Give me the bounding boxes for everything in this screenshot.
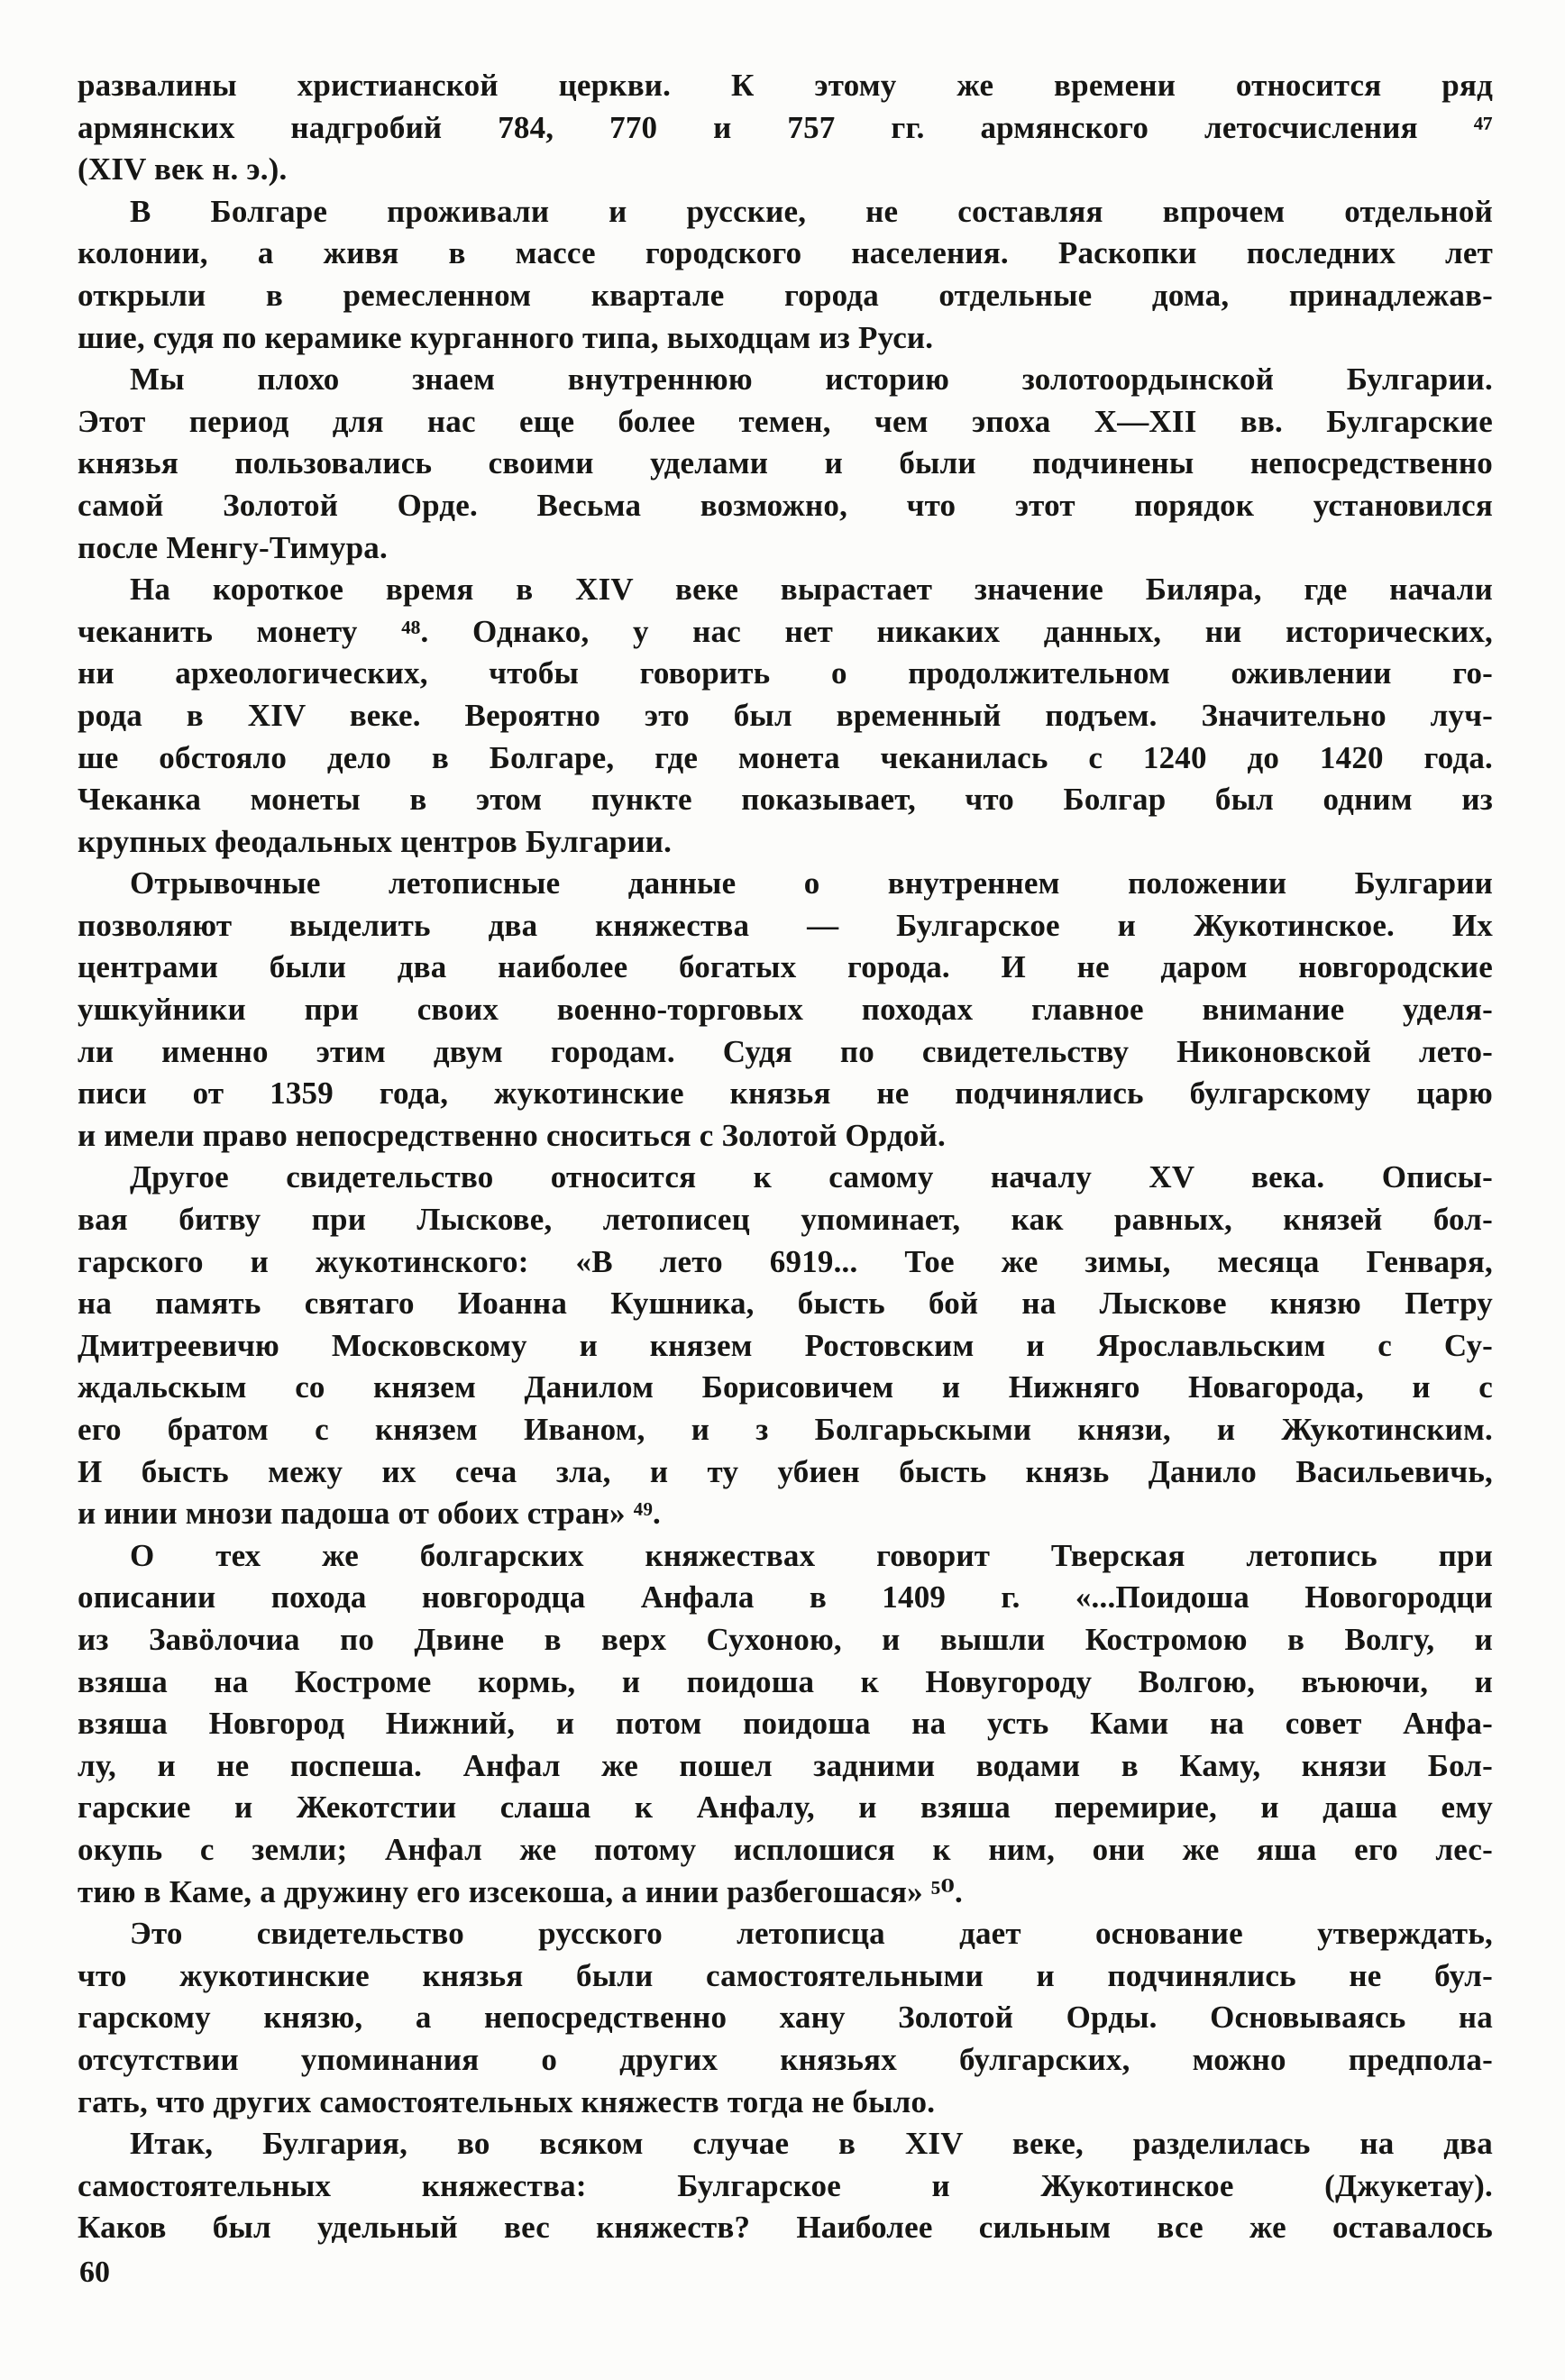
text-line: из Завӧлочиа по Двине в верх Сухоною, и вышли Костромою в Волгу, и <box>78 1621 1493 1657</box>
text-line: что жукотинские князья были самостоятельными и подчинялись не бул- <box>78 1957 1493 1993</box>
text-line: О тех же болгарских княжествах говорит Тверская летопись при <box>130 1537 1493 1573</box>
text-line: В Болгаре проживали и русские, не составляя впрочем отдельной <box>130 193 1493 229</box>
text-line: чеканить монету ⁴⁸. Однако, у нас нет никаких данных, ни исторических, <box>78 613 1493 649</box>
text-line: самой Золотой Орде. Весьма возможно, что этот порядок установился <box>78 487 1493 523</box>
text-line: гать, что других самостоятельных княжеств тогда не было. <box>78 2083 936 2119</box>
text-line: Итак, Булгария, во всяком случае в XIV веке, разделилась на два <box>130 2126 1493 2162</box>
text-line: крупных феодальных центров Булгарии. <box>78 823 673 859</box>
text-line: шие, судя по керамике курганного типа, выходцам из Руси. <box>78 319 934 355</box>
text-line: князья пользовались своими уделами и были подчинены непосредственно <box>78 445 1493 481</box>
text-line: ждальскым со князем Данилом Борисовичем и Нижняго Новагорода, и с <box>78 1369 1493 1405</box>
text-line: гарскому князю, а непосредственно хану Золотой Орды. Основываясь на <box>78 2000 1493 2036</box>
text-line: гарского и жукотинского: «В лето 6919... Тое же зимы, месяца Генваря, <box>78 1243 1493 1279</box>
text-line: Этот период для нас еще более темен, чем эпоха X—XII вв. Булгарские <box>78 403 1493 439</box>
text-line: Дмитреевичю Московскому и князем Ростовским и Ярославльским с Су- <box>78 1327 1493 1363</box>
text-line: (XIV век н. э.). <box>78 151 288 188</box>
text-line: центрами были два наиболее богатых города. И не даром новгородские <box>78 949 1493 985</box>
text-line: армянских надгробий 784, 770 и 757 гг. армянского летосчисления ⁴⁷ <box>78 109 1493 145</box>
text-line: вая битву при Лыскове, летописец упоминает, как равных, князей бол- <box>78 1202 1493 1238</box>
text-line: ни археологических, чтобы говорить о продолжительном оживлении го- <box>78 655 1493 691</box>
text-line: рода в XIV веке. Вероятно это был временный подъем. Значительно луч- <box>78 697 1493 733</box>
text-line: Это свидетельство русского летописца дает основание утверждать, <box>130 1916 1493 1952</box>
text-block <box>78 65 1493 2249</box>
text-line: Каков был удельный вес княжеств? Наиболее сильным все же оставалось <box>78 2210 1493 2246</box>
text-line: ли именно этим двум городам. Судя по свидетельству Никоновской лето- <box>78 1033 1493 1069</box>
text-line: лу, и не поспеша. Анфал же пошел задними водами в Каму, князи Бол- <box>78 1747 1493 1783</box>
text-line: ше обстояло дело в Болгаре, где монета чеканилась с 1240 до 1420 года. <box>78 739 1493 775</box>
page-number: 60 <box>79 2256 110 2289</box>
text-line: колонии, а живя в массе городского населения. Раскопки последних лет <box>78 235 1493 271</box>
text-line: позволяют выделить два княжества — Булгарское и Жукотинское. Их <box>78 907 1493 943</box>
text-line: взяша Новгород Нижний, и потом поидоша на усть Ками на совет Анфа- <box>78 1706 1493 1742</box>
text-line: тию в Каме, а дружину его изсекоша, а инии разбегошася» ⁵⁰. <box>78 1873 963 1909</box>
text-line: Другое свидетельство относится к самому началу XV века. Описы- <box>130 1159 1493 1195</box>
text-line: его братом с князем Иваном, и з Болгарьскыми князи, и Жукотинским. <box>78 1412 1493 1447</box>
text-line: описании похода новгородца Анфала в 1409 г. «...Поидоша Новогородци <box>78 1579 1493 1616</box>
text-line: писи от 1359 года, жукотинские князья не подчинялись булгарскому царю <box>78 1076 1493 1112</box>
text-line: На короткое время в XIV веке вырастает значение Биляра, где начали <box>130 572 1493 608</box>
text-line: взяша на Костроме кормь, и поидоша к Новугороду Волгою, въюючи, и <box>78 1663 1493 1699</box>
text-line: самостоятельных княжества: Булгарское и Жукотинское (Джукетау). <box>78 2167 1493 2203</box>
text-line: Мы плохо знаем внутреннюю историю золотоордынской Булгарии. <box>130 362 1493 398</box>
text-line: после Менгу-Тимура. <box>78 529 388 565</box>
text-line: Чеканка монеты в этом пункте показывает, что Болгар был одним из <box>78 782 1493 818</box>
text-line: и инии мнози падоша от обоих стран» ⁴⁹. <box>78 1496 661 1532</box>
text-line: ушкуйники при своих военно-торговых походах главное внимание уделя- <box>78 992 1493 1028</box>
text-line: Отрывочные летописные данные о внутреннем положении Булгарии <box>130 865 1493 902</box>
text-line: открыли в ремесленном квартале города отдельные дома, принадлежав- <box>78 277 1493 313</box>
text-line: окупь с земли; Анфал же потому исплошися к ним, они же яша его лес- <box>78 1831 1493 1867</box>
text-line: и имели право непосредственно сноситься с Золотой Ордой. <box>78 1117 946 1153</box>
text-line: И бысть межу их сеча зла, и ту убиен бысть князь Данило Васильевичь, <box>78 1453 1493 1489</box>
text-line: отсутствии упоминания о других князьях булгарских, можно предпола- <box>78 2041 1493 2077</box>
text-line: гарские и Жекотстии слаша к Анфалу, и взяша перемирие, и даша ему <box>78 1790 1493 1826</box>
text-line: на память святаго Иоанна Кушника, бысть бой на Лыскове князю Петру <box>78 1286 1493 1322</box>
text-line: развалины христианской церкви. К этому же времени относится ряд <box>78 68 1493 103</box>
